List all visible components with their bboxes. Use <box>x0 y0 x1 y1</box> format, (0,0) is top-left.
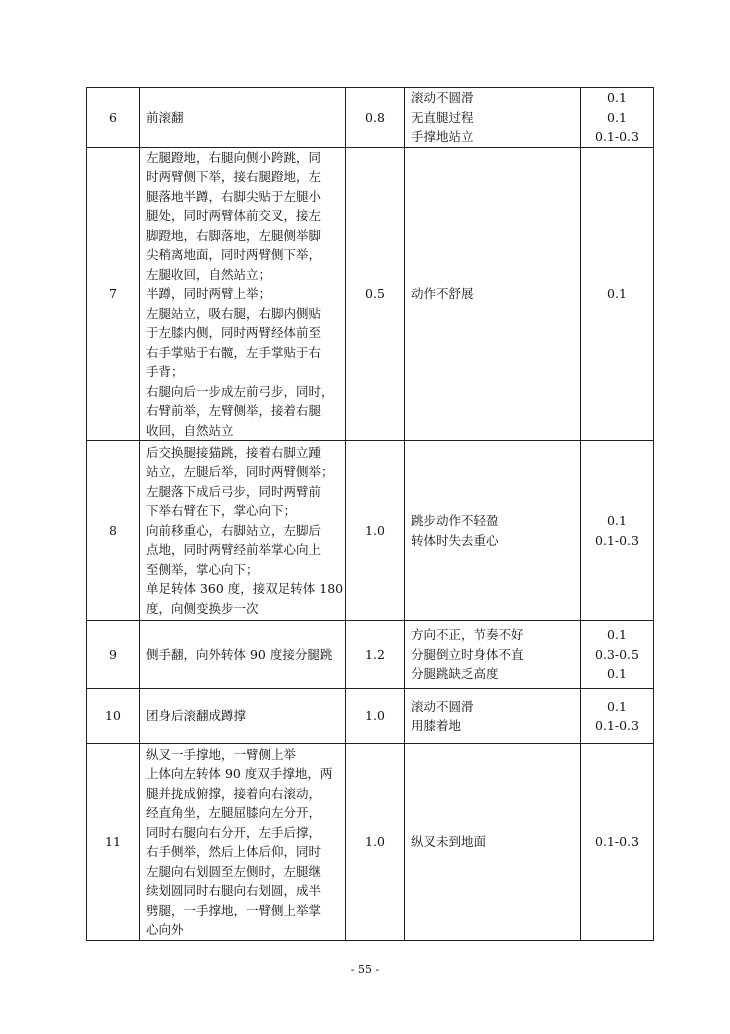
action-line: 左腿收回，自然站立； <box>146 266 272 282</box>
item-number-cell <box>87 88 140 148</box>
action-line: 后交换腿接猫跳，接着右脚立踵 <box>146 444 322 460</box>
deduction-value: 0.1 <box>607 666 627 682</box>
score-value-cell <box>346 621 405 689</box>
action-line: 度，向侧变换步一次 <box>146 600 259 616</box>
score-value-cell <box>346 147 405 441</box>
error-item: 滚动不圆滑 <box>411 90 474 105</box>
action-line: 续划圆同时右腿向右划圆，成半 <box>146 883 322 898</box>
deduction-value: 0.1 <box>607 286 627 301</box>
item-number-cell <box>87 621 140 689</box>
error-item: 手撑地站立 <box>411 129 474 144</box>
table-row <box>87 744 654 941</box>
error-list-cell <box>405 621 581 689</box>
item-number-cell <box>87 441 140 621</box>
action-line: 腿落地半蹲，右脚尖贴于左腿小 <box>146 188 322 204</box>
action-line: 前滚翻 <box>146 109 184 125</box>
action-line: 同时右腿向右分开，左手后撑， <box>146 824 322 840</box>
error-item: 无直腿过程 <box>411 109 474 125</box>
score-value-cell <box>346 88 405 148</box>
score-value: 1.0 <box>365 708 385 724</box>
score-value: 1.0 <box>365 834 385 850</box>
score-value-cell <box>346 441 405 621</box>
item-number: 10 <box>105 708 121 724</box>
error-list-cell <box>405 147 581 441</box>
action-line: 向前移重心，右脚站立，左脚后 <box>146 522 322 538</box>
deduction-value: 0.1 <box>607 109 627 125</box>
error-item: 转体时失去重心 <box>411 532 499 548</box>
action-line: 侧手翻，向外转体 90 度接分腿跳 <box>146 646 333 662</box>
action-line: 左腿向右划圆至左侧时，左腿继 <box>146 863 322 879</box>
deduction-value: 0.1-0.3 <box>595 532 639 548</box>
action-line: 腿处，同时两臂体前交叉，接左 <box>146 208 322 223</box>
score-value: 0.5 <box>365 286 385 301</box>
action-line: 至侧举，掌心向下； <box>146 561 259 577</box>
table-row <box>87 88 654 148</box>
score-value-cell <box>346 689 405 744</box>
action-line: 左腿站立，吸右腿，右脚内侧贴 <box>146 305 322 321</box>
action-line: 脚蹬地，右脚落地，左腿侧举脚 <box>146 227 322 243</box>
table-row <box>87 147 654 441</box>
page-number: - 55 - <box>350 963 380 976</box>
action-description-cell <box>140 147 346 441</box>
item-number: 6 <box>109 109 117 125</box>
action-line: 单足转体 360 度，接双足转体 180 <box>146 581 344 597</box>
action-line: 点地，同时两臂经前举掌心向上 <box>146 542 322 558</box>
action-description-cell <box>140 441 346 621</box>
error-item: 用膝着地 <box>411 718 462 733</box>
table-row <box>87 621 654 689</box>
deduction-list-cell <box>581 744 654 941</box>
action-line: 右臂前举，左臂侧举，接着右腿 <box>146 403 322 418</box>
item-number: 7 <box>109 286 117 301</box>
action-line: 左腿落下成后弓步，同时两臂前 <box>146 483 322 499</box>
error-item: 跳步动作不轻盈 <box>411 513 499 528</box>
error-item: 滚动不圆滑 <box>411 698 474 714</box>
table-row <box>87 441 654 621</box>
action-line: 上体向左转体 90 度双手撑地，两 <box>146 766 333 781</box>
item-number: 11 <box>105 834 121 850</box>
deduction-value: 0.1 <box>607 627 627 643</box>
action-line: 下举右臂在下，掌心向下； <box>146 503 297 519</box>
action-description-cell <box>140 621 346 689</box>
deduction-list-cell <box>581 147 654 441</box>
error-list-cell <box>405 88 581 148</box>
item-number: 8 <box>109 522 117 538</box>
scoring-table <box>86 87 654 941</box>
action-line: 收回，自然站立 <box>146 422 234 438</box>
action-line: 左腿蹬地，右腿向侧小跨跳，同 <box>146 149 322 165</box>
item-number-cell <box>87 147 140 441</box>
action-description-cell <box>140 744 346 941</box>
action-line: 纵叉一手撑地，一臂侧上举 <box>146 746 297 762</box>
error-list-cell <box>405 744 581 941</box>
error-item: 纵叉未到地面 <box>411 834 487 850</box>
action-line: 心向外 <box>146 922 184 937</box>
action-line: 劈腿，一手撑地，一臂侧上举掌 <box>146 902 322 918</box>
deduction-value: 0.1-0.3 <box>595 129 639 144</box>
action-line: 于左膝内侧，同时两臂经体前至 <box>146 325 322 340</box>
action-line: 经直角坐，左腿屈膝向左分开， <box>146 805 322 820</box>
action-line: 手背； <box>146 364 184 379</box>
error-list-cell <box>405 689 581 744</box>
deduction-list-cell <box>581 689 654 744</box>
item-number: 9 <box>109 646 117 662</box>
score-value: 1.2 <box>365 646 385 662</box>
deduction-value: 0.3-0.5 <box>595 646 639 662</box>
deduction-value: 0.1-0.3 <box>595 718 639 733</box>
score-value: 1.0 <box>365 522 385 538</box>
action-line: 团身后滚翻成蹲撑 <box>146 708 247 724</box>
action-line: 右腿向后一步成左前弓步，同时， <box>146 383 334 399</box>
action-line: 站立，左腿后举，同时两臂侧举； <box>146 464 334 480</box>
item-number-cell <box>87 689 140 744</box>
error-list-cell <box>405 441 581 621</box>
deduction-value: 0.1-0.3 <box>595 834 639 850</box>
deduction-value: 0.1 <box>607 513 627 528</box>
action-description-cell <box>140 689 346 744</box>
deduction-list-cell <box>581 621 654 689</box>
error-item: 分腿跳缺乏高度 <box>411 666 499 682</box>
error-item: 动作不舒展 <box>411 286 474 301</box>
action-line: 腿并拢成俯撑，接着向右滚动， <box>146 785 322 801</box>
deduction-list-cell <box>581 441 654 621</box>
error-item: 方向不正，节奏不好 <box>411 627 524 643</box>
deduction-value: 0.1 <box>607 90 627 105</box>
score-value-cell <box>346 744 405 941</box>
deduction-value: 0.1 <box>607 698 627 714</box>
action-line: 右手侧举，然后上体后仰，同时 <box>146 844 322 859</box>
table-body <box>87 88 654 941</box>
deduction-list-cell <box>581 88 654 148</box>
table-row <box>87 689 654 744</box>
error-item: 分腿倒立时身体不直 <box>411 646 524 662</box>
action-line: 时两臂侧下举，接右腿蹬地，左 <box>146 169 322 184</box>
action-description-cell <box>140 88 346 148</box>
action-line: 半蹲，同时两臂上举； <box>146 286 272 301</box>
action-line: 尖稍离地面，同时两臂侧下举， <box>146 247 322 262</box>
item-number-cell <box>87 744 140 941</box>
score-value: 0.8 <box>365 109 385 125</box>
action-line: 右手掌贴于右髋，左手掌贴于右 <box>146 344 322 360</box>
